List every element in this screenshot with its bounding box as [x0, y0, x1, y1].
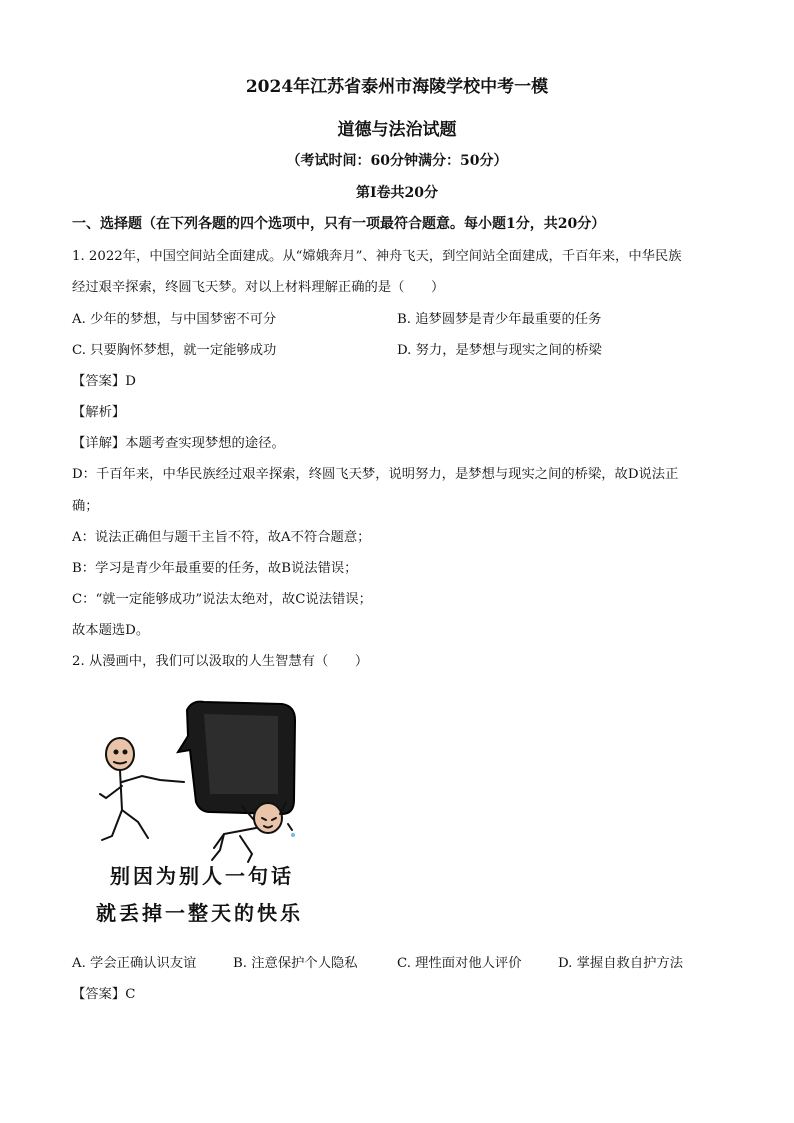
q1-option-b: B. 追梦圆梦是青少年最重要的任务: [397, 312, 602, 327]
q2-option-c: C. 理性面对他人评价: [397, 956, 522, 971]
q1-option-d: D. 努力，是梦想与现实之间的桥梁: [397, 343, 602, 358]
q1-stem-line1: 1. 2022年，中国空间站全面建成。从“嫦娥奔月”、神舟飞天，到空间站全面建成，千百年来，中华民族: [72, 249, 682, 264]
q2-option-b: B. 注意保护个人隐私: [233, 956, 358, 971]
q1-exp-d-line2: 确；: [72, 499, 99, 514]
cartoon-caption-line2: 就丢掉一整天的快乐: [96, 901, 303, 925]
q1-option-a: A. 少年的梦想，与中国梦密不可分: [72, 312, 277, 327]
answer-tag: 【答案】: [72, 374, 126, 389]
detail-tag: 【详解】: [72, 436, 126, 451]
speech-bubble-icon: [178, 702, 295, 814]
q1-exp-c: C：“就一定能够成功”说法太绝对，故C说法错误；: [72, 592, 372, 607]
q1-answer: [72, 370, 136, 389]
exam-subtitle: 道德与法治试题: [337, 120, 457, 140]
q1-option-c: C. 只要胸怀梦想，就一定能够成功: [72, 343, 277, 358]
answer-value: C: [125, 987, 136, 1002]
pointing-figure-icon: [100, 738, 184, 840]
q1-analysis-tag: 【解析】: [72, 405, 126, 420]
exam-info: （考试时间：60分钟满分：50分）: [286, 153, 508, 169]
section-heading: 一、选择题（在下列各题的四个选项中，只有一项最符合题意。每小题1分，共20分）: [72, 216, 606, 232]
q2-option-d: D. 掌握自救自护方法: [558, 956, 684, 971]
q1-exp-a: A：说法正确但与题干主旨不符，故A不符合题意；: [72, 530, 371, 545]
detail-text: 本题考查实现梦想的途径。: [125, 436, 285, 451]
q1-detail: [72, 432, 285, 451]
exam-title: 2024年江苏省泰州市海陵学校中考一模: [245, 77, 549, 97]
q2-option-a: A. 学会正确认识友谊: [72, 956, 197, 971]
q1-exp-b: B：学习是青少年最重要的任务，故B说法错误；: [72, 561, 358, 576]
q2-answer: [72, 983, 135, 1002]
answer-value: D: [125, 374, 136, 389]
cartoon-illustration: [92, 690, 307, 930]
cartoon-caption-line1: 别因为别人一句话: [110, 864, 294, 888]
q1-conclusion: 故本题选D。: [72, 623, 150, 638]
answer-tag: 【答案】: [72, 987, 126, 1002]
q1-stem-line2: 经过艰辛探索，终圆飞天梦。对以上材料理解正确的是（ ）: [72, 280, 445, 295]
q1-exp-d-line1: D：千百年来，中华民族经过艰辛探索，终圆飞天梦，说明努力，是梦想与现实之间的桥梁，故D说法正: [72, 467, 679, 482]
q2-stem: 2. 从漫画中，我们可以汲取的人生智慧有（ ）: [72, 654, 369, 669]
volume-label: 第Ⅰ卷共20分: [355, 185, 439, 201]
